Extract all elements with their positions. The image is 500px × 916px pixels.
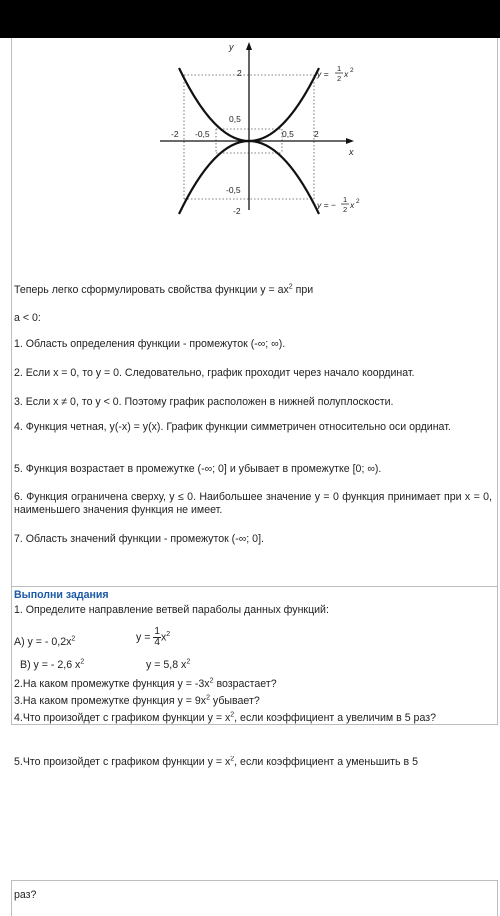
task-1b-label: В) y = - 2,6 x bbox=[20, 659, 81, 671]
task-1a bbox=[14, 636, 75, 649]
condition-line: a < 0: bbox=[14, 312, 41, 324]
task-1b2-label: y = 5,8 x bbox=[146, 659, 187, 671]
task-3-b: убывает? bbox=[209, 695, 260, 707]
task-3-a: 3.На каком промежутке функция y = 9x bbox=[14, 695, 207, 707]
table-row-divider bbox=[11, 586, 498, 587]
task-1a2-fraction bbox=[153, 627, 161, 648]
table-right-border-2 bbox=[497, 880, 498, 916]
upper-label-den: 2 bbox=[337, 74, 342, 83]
task-1b bbox=[20, 659, 84, 672]
task-1a-label: А) y = - 0,2x bbox=[14, 636, 72, 648]
tick-neg2-bottom: -2 bbox=[233, 206, 241, 216]
x-axis-label: x bbox=[349, 147, 354, 157]
property-2: 2. Если x = 0, то y = 0. Следовательно, график проходит через начало координат. bbox=[14, 367, 415, 379]
intro-line bbox=[14, 284, 484, 297]
lower-label-den: 2 bbox=[343, 205, 348, 214]
tick-05-top: 0,5 bbox=[229, 114, 241, 124]
task-2-exp: 2 bbox=[209, 677, 214, 685]
tick-2-top: 2 bbox=[237, 68, 242, 78]
task-4-exp: 2 bbox=[230, 711, 235, 719]
lower-label-var: x bbox=[350, 200, 355, 210]
task-5-b: , если коэффициент а уменьшить в 5 bbox=[234, 756, 418, 768]
lower-label-prefix: y = − bbox=[317, 200, 336, 210]
task-1a-second bbox=[136, 627, 170, 648]
upper-label-var: x bbox=[344, 69, 349, 79]
table-right-border bbox=[497, 38, 498, 724]
property-3: 3. Если x ≠ 0, то y < 0. Поэтому график расположен в нижней полуплоскости. bbox=[14, 396, 394, 408]
task-1a2-num: 1 bbox=[154, 626, 160, 637]
task-4 bbox=[14, 712, 492, 725]
task-1: 1. Определите направление ветвей параболы данных функций: bbox=[14, 604, 329, 616]
top-black-bar bbox=[0, 0, 500, 38]
property-7: 7. Область значений функции - промежуток (-∞; 0]. bbox=[14, 533, 264, 545]
task-1b-second bbox=[146, 659, 190, 672]
property-5: 5. Функция возрастает в промежутке (-∞; 0] и убывает в промежутке [0; ∞). bbox=[14, 463, 382, 475]
task-5-a: 5.Что произойдет с графиком функции y = x bbox=[14, 756, 231, 768]
tick-neg05-left: -0,5 bbox=[195, 129, 210, 139]
property-1: 1. Область определения функции - промежуток (-∞; ∞). bbox=[14, 338, 286, 350]
upper-label-prefix: y = bbox=[317, 69, 329, 79]
task-1a2-var: x bbox=[160, 631, 167, 644]
task-2 bbox=[14, 678, 494, 691]
table-left-border bbox=[11, 38, 12, 724]
task-4-b: , если коэффициент а увеличим в 5 раз? bbox=[234, 712, 436, 724]
upper-label-exp: 2 bbox=[350, 67, 354, 74]
task-3-exp: 2 bbox=[206, 694, 210, 702]
table-left-border-2 bbox=[11, 880, 12, 916]
task-1a2-den: 4 bbox=[154, 637, 160, 648]
upper-label-num: 1 bbox=[337, 64, 342, 73]
task-1a-exp: 2 bbox=[71, 635, 76, 643]
task-5-exp: 2 bbox=[230, 756, 235, 763]
intro-tail: при bbox=[292, 284, 314, 296]
intro-exp: 2 bbox=[288, 283, 293, 291]
task-5 bbox=[14, 756, 492, 770]
task-5-continuation: раз? bbox=[14, 889, 37, 901]
task-4-a: 4.Что произойдет с графиком функции y = x bbox=[14, 712, 231, 724]
property-6: 6. Функция ограничена сверху, y ≤ 0. Наибольшее значение y = 0 функция принимает при x = 0, наименьшего значения функция не имеет. bbox=[14, 491, 492, 516]
tick-2-right: 2 bbox=[314, 129, 319, 139]
task-2-b: возрастает? bbox=[213, 678, 277, 690]
lower-label-exp: 2 bbox=[356, 198, 360, 205]
task-1a2-prefix: y = bbox=[136, 631, 151, 644]
property-4: 4. Функция четная, y(-x) = y(x). График функции симметричен относительно оси ординат. bbox=[14, 421, 451, 433]
task-1b-exp: 2 bbox=[80, 658, 85, 666]
task-3 bbox=[14, 695, 494, 708]
task-1a2-exp: 2 bbox=[166, 630, 171, 638]
intro-text: Теперь легко сформулировать свойства функции y = ax bbox=[14, 284, 289, 296]
parabola-graph bbox=[160, 40, 360, 220]
tasks-header: Выполни задания bbox=[14, 589, 109, 601]
tick-neg05-bottom: -0,5 bbox=[226, 185, 241, 195]
tick-05-right: 0,5 bbox=[282, 129, 294, 139]
table-top-border-2 bbox=[11, 880, 498, 881]
y-axis-label: y bbox=[229, 42, 234, 52]
task-1b2-exp: 2 bbox=[186, 658, 191, 666]
tick-neg2-left: -2 bbox=[171, 129, 179, 139]
lower-label-num: 1 bbox=[343, 195, 348, 204]
task-2-a: 2.На каком промежутке функция y = -3x bbox=[14, 678, 210, 690]
